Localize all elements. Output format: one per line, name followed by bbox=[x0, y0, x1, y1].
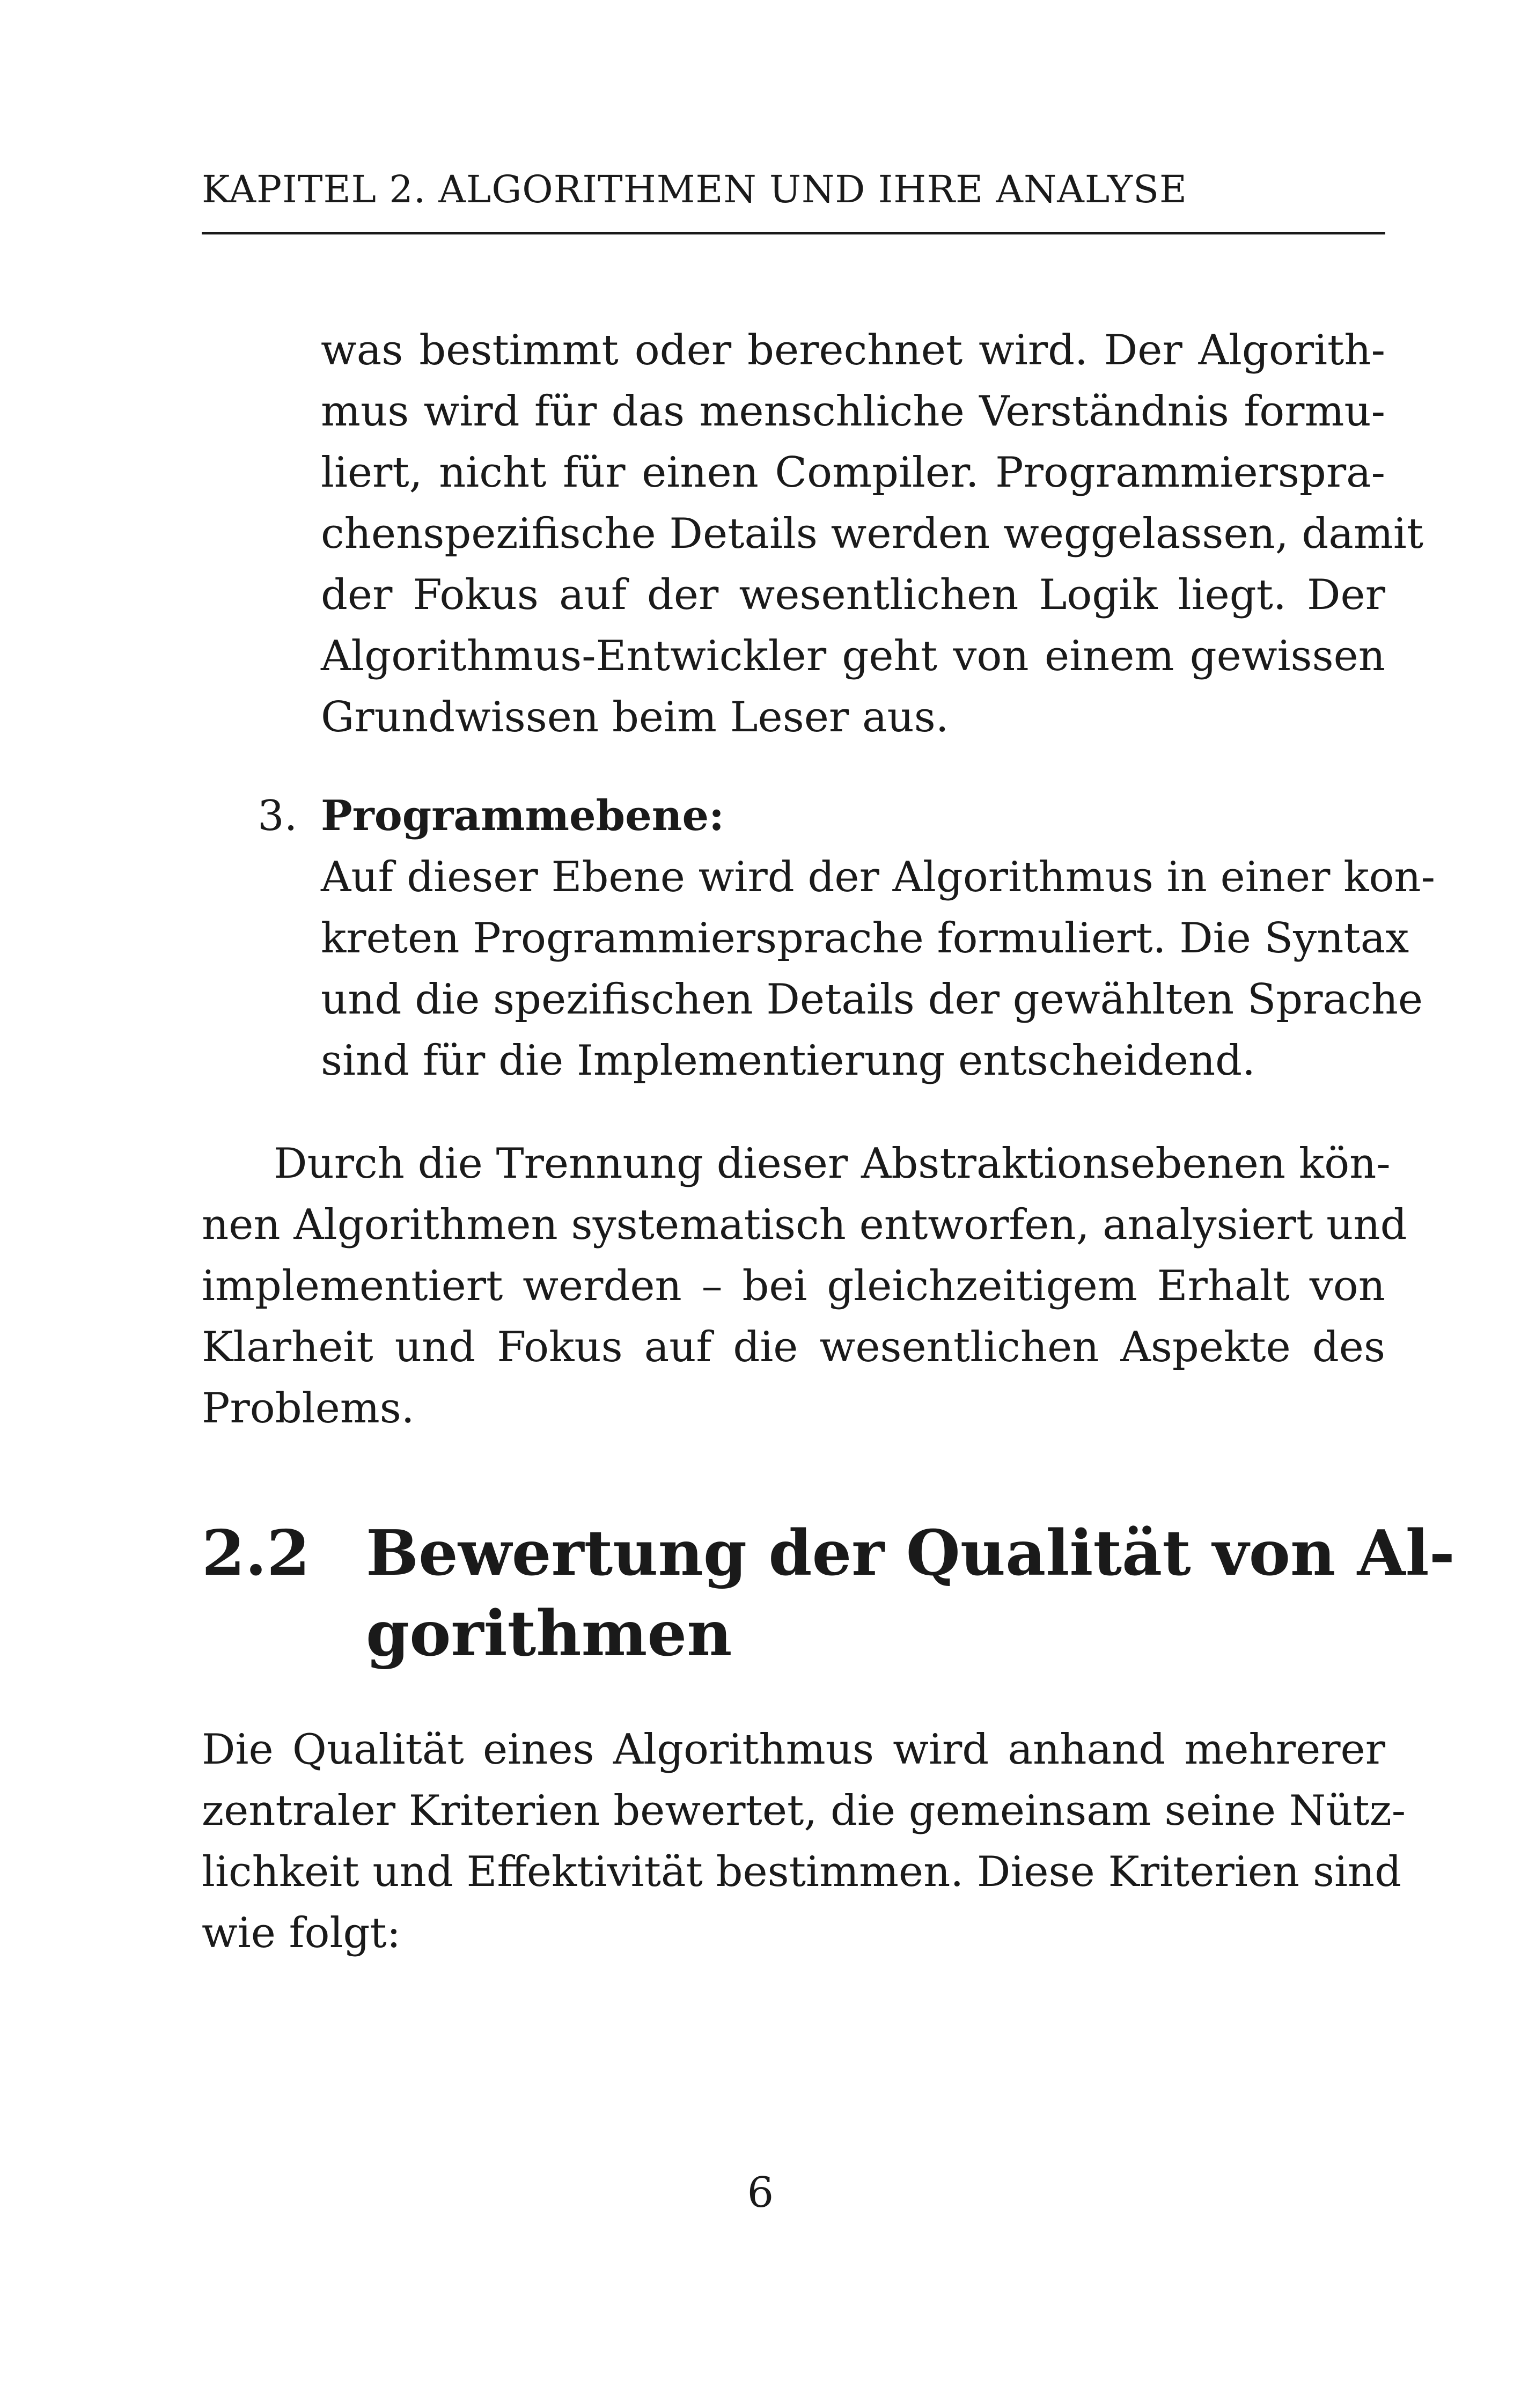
text-line: Die Qualität eines Algorithmus wird anhand mehrerer bbox=[202, 1726, 1385, 1774]
paragraph-quality-criteria-intro bbox=[202, 1719, 1406, 1964]
text-line: der Fokus auf der wesentlichen Logik liegt. Der bbox=[321, 571, 1385, 619]
text-line: chenspezifische Details werden weggelassen, damit bbox=[321, 510, 1424, 558]
text-line: nen Algorithmen systematisch entworfen, analysiert und bbox=[202, 1201, 1407, 1249]
list-item-3-title: Programmebene: bbox=[321, 791, 724, 840]
list-item-2-continuation bbox=[321, 320, 1424, 748]
text-line: kreten Programmiersprache formuliert. Die Syntax bbox=[321, 914, 1409, 963]
text-line: implementiert werden – bei gleichzeitigem Erhalt von bbox=[202, 1262, 1385, 1310]
text-line: mus wird für das menschliche Verständnis formu- bbox=[321, 387, 1385, 436]
text-line: was bestimmt oder berechnet wird. Der Algorith- bbox=[321, 326, 1385, 375]
text-line: zentraler Kriterien bewertet, die gemeinsam seine Nütz- bbox=[202, 1787, 1406, 1835]
text-line: wie folgt: bbox=[202, 1909, 401, 1957]
section-number: 2.2 bbox=[202, 1517, 310, 1590]
section-title-line: gorithmen bbox=[366, 1597, 732, 1670]
section-title-line: Bewertung der Qualität von Al- bbox=[366, 1517, 1455, 1590]
section-title bbox=[366, 1513, 1455, 1674]
text-line: und die spezifischen Details der gewählten Sprache bbox=[321, 975, 1423, 1024]
text-line: Auf dieser Ebene wird der Algorithmus in einer kon- bbox=[321, 853, 1436, 901]
list-item-3-number: 3. bbox=[258, 792, 298, 840]
text-line: Algorithmus-Entwickler geht von einem gewissen bbox=[321, 632, 1385, 680]
paragraph-abstraction-summary bbox=[202, 1133, 1407, 1439]
running-head: KAPITEL 2. ALGORITHMEN UND IHRE ANALYSE bbox=[202, 167, 1188, 211]
text-line: lichkeit und Effektivität bestimmen. Diese Kriterien sind bbox=[202, 1848, 1402, 1896]
text-line: Grundwissen beim Leser aus. bbox=[321, 693, 949, 742]
text-line: liert, nicht für einen Compiler. Programmierspra- bbox=[321, 449, 1385, 497]
text-line: Klarheit und Fokus auf die wesentlichen Aspekte des bbox=[202, 1323, 1385, 1371]
text-line: Problems. bbox=[202, 1384, 415, 1433]
text-line: sind für die Implementierung entscheidend. bbox=[321, 1037, 1255, 1085]
list-item-3-body bbox=[321, 847, 1436, 1091]
text-line: Durch die Trennung dieser Abstraktionsebenen kön- bbox=[274, 1140, 1391, 1188]
page-number: 6 bbox=[747, 2169, 774, 2217]
header-rule bbox=[202, 232, 1385, 234]
